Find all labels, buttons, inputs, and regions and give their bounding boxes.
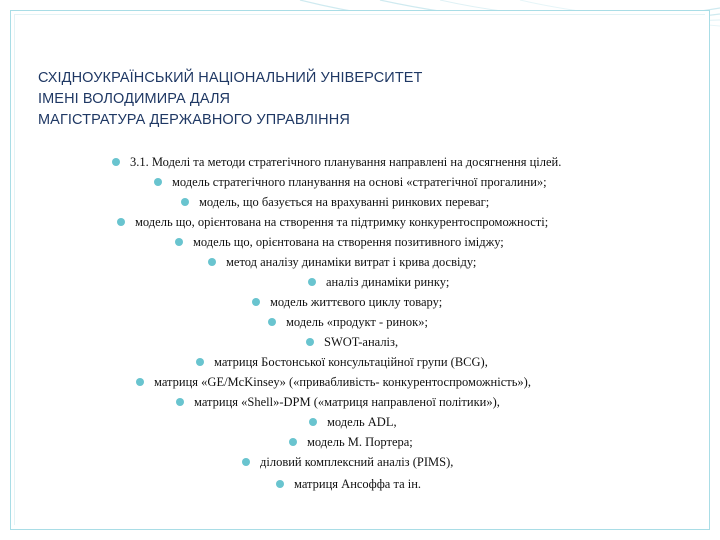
list-item: модель «продукт - ринок»; <box>268 312 428 332</box>
bullet-icon <box>268 318 276 326</box>
list-item: діловий комплексний аналіз (PIMS), <box>242 452 453 472</box>
bullet-icon <box>289 438 297 446</box>
bullet-icon <box>196 358 204 366</box>
list-item: модель ADL, <box>309 412 397 432</box>
bullet-icon <box>176 398 184 406</box>
list-item: модель життєвого циклу товару; <box>252 292 442 312</box>
bullet-icon <box>175 238 183 246</box>
list-item: 3.1. Моделі та методи стратегічного планування направлені на досягнення цілей. <box>112 152 561 172</box>
bullet-icon <box>112 158 120 166</box>
bullet-icon <box>117 218 125 226</box>
bullet-icon <box>136 378 144 386</box>
bullet-icon <box>154 178 162 186</box>
list-item: модель що, орієнтована на створення позитивного іміджу; <box>175 232 504 252</box>
list-item: модель М. Портера; <box>289 432 413 452</box>
list-item: матриця «Shell»-DPM («матриця направленої політики»), <box>176 392 500 412</box>
bullet-icon <box>306 338 314 346</box>
list-item: модель що, орієнтована на створення та підтримку конкурентоспроможності; <box>117 212 548 232</box>
bullet-icon <box>252 298 260 306</box>
bullet-icon <box>308 278 316 286</box>
bullet-icon <box>208 258 216 266</box>
title-line-2: ІМЕНІ ВОЛОДИМИРА ДАЛЯ <box>38 91 231 107</box>
bullet-icon <box>181 198 189 206</box>
bullet-icon <box>276 480 284 488</box>
list-item: модель стратегічного планування на основі «стратегічної прогалини»; <box>154 172 547 192</box>
list-item: SWOT-аналіз, <box>306 332 398 352</box>
list-item: аналіз динаміки ринку; <box>308 272 449 292</box>
list-item: матриця «GE/McKinsey» («привабливість- конкурентоспроможність»), <box>136 372 531 392</box>
list-item: модель, що базується на врахуванні ринкових переваг; <box>181 192 489 212</box>
bullet-icon <box>242 458 250 466</box>
slide-title <box>38 68 678 131</box>
list-item: матриця Ансоффа та ін. <box>276 474 421 494</box>
list-item: матриця Бостонської консультаційної групи (BCG), <box>196 352 488 372</box>
bullet-icon <box>309 418 317 426</box>
title-line-3: МАГІСТРАТУРА ДЕРЖАВНОГО УПРАВЛІННЯ <box>38 112 350 128</box>
list-item: метод аналізу динаміки витрат і крива досвіду; <box>208 252 476 272</box>
title-line-1: СХІДНОУКРАЇНСЬКИЙ НАЦІОНАЛЬНИЙ УНІВЕРСИТЕТ <box>38 70 423 86</box>
